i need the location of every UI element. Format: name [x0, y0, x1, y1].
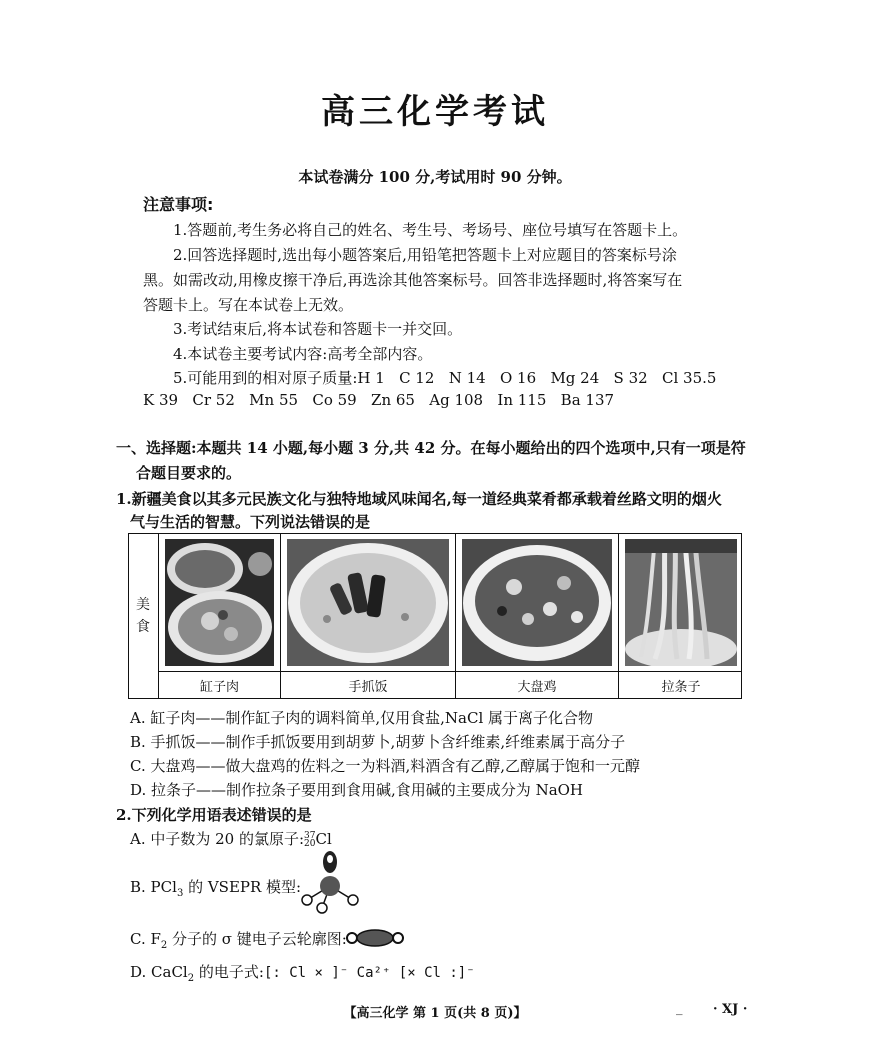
- food-label: 大盘鸡: [517, 680, 557, 695]
- notice-line: 4.本试卷主要考试内容:高考全部内容。: [173, 345, 433, 363]
- subscript: 3: [176, 888, 184, 899]
- notice-line: 3.考试结束后,将本试卷和答题卡一并交回。: [173, 320, 463, 338]
- side-char: 食: [136, 619, 150, 635]
- q1-option-c: C. 大盘鸡——做大盘鸡的佐料之一为料酒,料酒含有乙醇,乙醇属于饱和一元醇: [130, 757, 641, 775]
- atomic-number: 20: [304, 839, 316, 849]
- electron-formula: [: Cl × ]⁻ Ca²⁺ [× Cl :]⁻: [263, 965, 475, 981]
- q2-option-c-text: C. F: [130, 930, 161, 948]
- food-table: [128, 533, 742, 699]
- subscript: 2: [187, 973, 195, 984]
- q2-option-b-text-post: 的 VSEPR 模型:: [183, 878, 302, 896]
- page-footer: 【高三化学 第 1 页(共 8 页)】: [343, 1006, 527, 1021]
- food-label: 手抓饭: [348, 680, 388, 695]
- q2-option-d-text: D. CaCl: [130, 963, 188, 981]
- question-1-stem-cont: 气与生活的智慧。下列说法错误的是: [130, 513, 371, 531]
- q1-option-d: D. 拉条子——制作拉条子要用到食用碱,食用碱的主要成分为 NaOH: [130, 781, 584, 799]
- food-label: 拉条子: [661, 680, 701, 695]
- notice-heading: 注意事项:: [143, 195, 214, 214]
- food-cell-shouzhuafan: [281, 534, 456, 698]
- notice-line: 答题卡上。写在本试卷上无效。: [143, 296, 354, 314]
- q2-option-c: [130, 928, 347, 951]
- q2-option-d-text-post: 的电子式:: [194, 963, 264, 981]
- subscript: 2: [160, 940, 168, 951]
- sigma-bond-cloud-icon: [345, 928, 405, 948]
- question-2-stem: 2.下列化学用语表述错误的是: [116, 806, 312, 824]
- food-label: 缸子肉: [199, 680, 239, 695]
- latiaozi-photo: [625, 539, 737, 666]
- section-heading: 一、选择题:本题共 14 小题,每小题 3 分,共 42 分。在每小题给出的四个选项中,只有一项是符: [116, 439, 746, 457]
- gangzirou-photo: [165, 539, 274, 666]
- vsepr-model-icon: [297, 850, 363, 916]
- q1-option-b: B. 手抓饭——制作手抓饭要用到胡萝卜,胡萝卜含纤维素,纤维素属于高分子: [130, 733, 626, 751]
- q2-option-a-text: A. 中子数为 20 的氯原子:: [130, 830, 305, 848]
- shouzhuafan-photo: [287, 539, 449, 666]
- q2-option-b-text: B. PCl: [130, 878, 177, 896]
- section-heading-cont: 合题目要求的。: [136, 464, 242, 482]
- question-1-stem: 1.新疆美食以其多元民族文化与独特地域风味闻名,每一道经典菜肴都承载着丝路文明的烟火: [116, 490, 722, 508]
- footer-dash: _: [676, 1001, 683, 1016]
- exam-subtitle: 本试卷满分 100 分,考试用时 90 分钟。: [298, 168, 572, 186]
- element-symbol: Cl: [315, 830, 332, 848]
- footer-code: · XJ ·: [713, 1002, 748, 1017]
- food-cell-gangzirou: [159, 534, 281, 698]
- notice-line: 5.可能用到的相对原子质量:H 1 C 12 N 14 O 16 Mg 24 S 32 Cl 35.5: [173, 369, 717, 387]
- food-table-side-label: [129, 534, 159, 698]
- exam-title: 高三化学考试: [321, 92, 549, 132]
- q2-option-c-text-post: 分子的 σ 键电子云轮廓图:: [167, 930, 347, 948]
- notice-line: 2.回答选择题时,选出每小题答案后,用铅笔把答题卡上对应题目的答案标号涂: [173, 246, 677, 264]
- notice-line: K 39 Cr 52 Mn 55 Co 59 Zn 65 Ag 108 In 115 Ba 137: [143, 391, 615, 409]
- q2-option-b: [130, 876, 301, 899]
- side-char: 美: [136, 597, 150, 613]
- food-cell-latiaozi: [619, 534, 743, 698]
- dapanji-photo: [462, 539, 612, 666]
- notice-line: 黑。如需改动,用橡皮擦干净后,再选涂其他答案标号。回答非选择题时,将答案写在: [143, 271, 683, 289]
- notice-line: 1.答题前,考生务必将自己的姓名、考生号、考场号、座位号填写在答题卡上。: [173, 221, 688, 239]
- mass-number: 37: [304, 831, 316, 841]
- q2-option-d: [130, 961, 475, 984]
- q1-option-a: A. 缸子肉——制作缸子肉的调料简单,仅用食盐,NaCl 属于离子化合物: [130, 709, 594, 727]
- nuclide-notation: [304, 832, 315, 848]
- food-cell-dapanji: [456, 534, 619, 698]
- q2-option-a: [130, 828, 332, 849]
